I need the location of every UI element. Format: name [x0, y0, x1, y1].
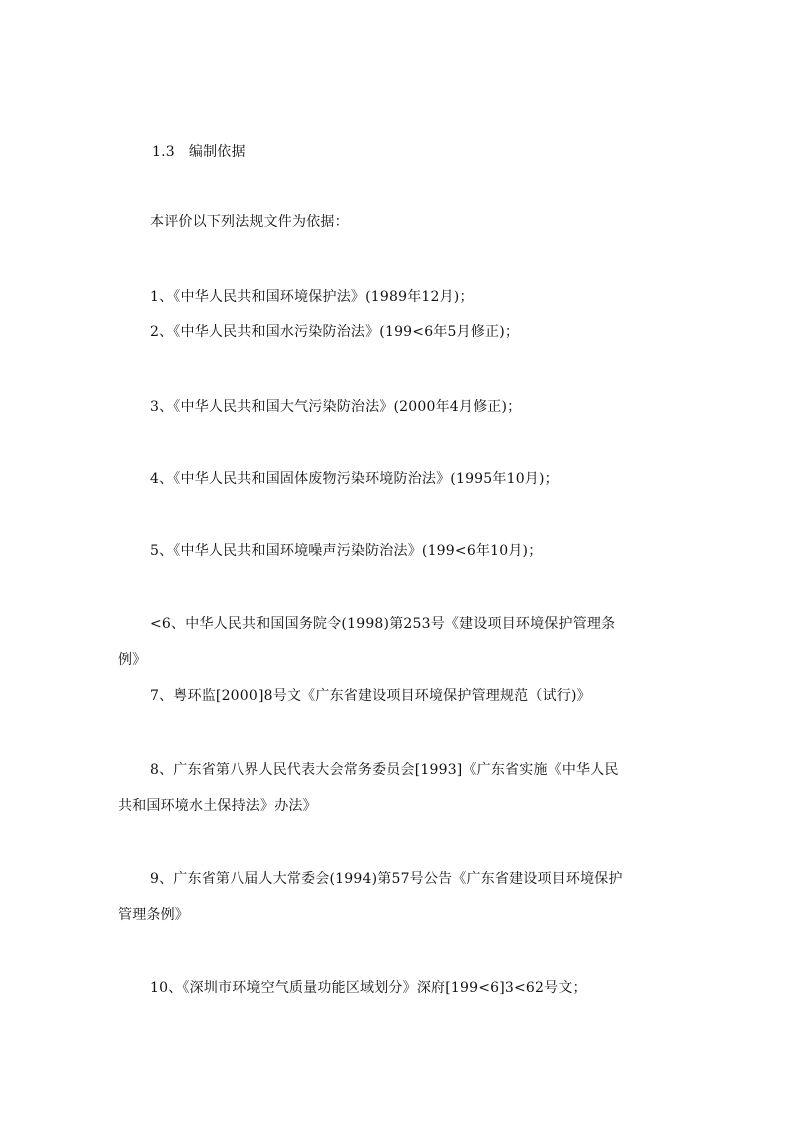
regulation-item-6-line-2: 例》: [118, 652, 147, 668]
section-number: 1.3: [152, 144, 175, 160]
regulation-item-1: 1、《中华人民共和国环境保护法》(1989年12月)；: [150, 289, 474, 305]
regulation-item-7: 7、粤环监[2000]8号文《广东省建设项目环境保护管理规范（试行)》: [150, 688, 591, 704]
regulation-item-9-line-1: 9、广东省第八届人大常委会(1994)第57号公告《广东省建设项目环境保护: [150, 871, 623, 887]
regulation-item-6-line-1: <6、中华人民共和国国务院令(1998)第253号《建设项目环境保护管理条: [150, 616, 616, 632]
regulation-item-8-line-2: 共和国环境水土保持法》办法》: [118, 798, 317, 814]
regulation-item-8-line-1: 8、广东省第八界人民代表大会常务委员会[1993]《广东省实施《中华人民: [150, 762, 619, 778]
regulation-item-3: 3、《中华人民共和国大气污染防治法》(2000年4月修正)；: [150, 399, 522, 415]
regulation-item-9-line-2: 管理条例》: [118, 907, 189, 923]
section-title: 编制依据: [188, 144, 246, 160]
regulation-item-5: 5、《中华人民共和国环境噪声污染防治法》(199<6年10月)；: [150, 543, 543, 559]
section-heading: [152, 142, 246, 162]
intro-paragraph: 本评价以下列法规文件为依据：: [150, 214, 349, 230]
regulation-item-10: 10、《深圳市环境空气质量功能区域划分》深府[199<6]3<62号文；: [150, 980, 587, 996]
regulation-item-4: 4、《中华人民共和国固体废物污染环境防治法》(1995年10月)；: [150, 471, 559, 487]
regulation-item-2: 2、《中华人民共和国水污染防治法》(199<6年5月修正)；: [150, 324, 520, 340]
